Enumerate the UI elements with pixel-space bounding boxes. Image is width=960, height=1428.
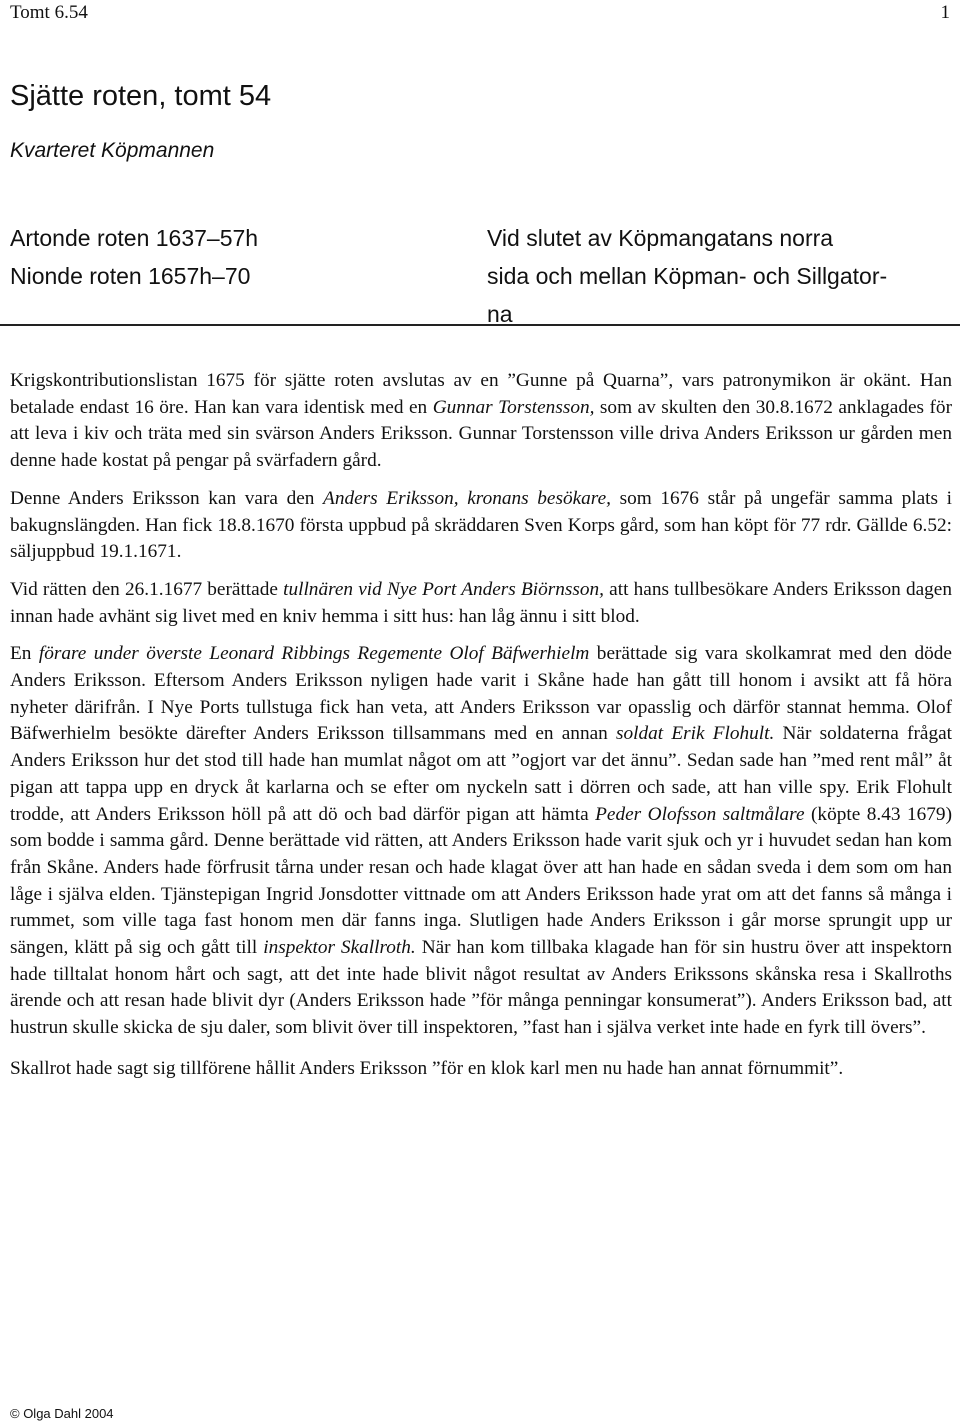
- text-run: Denne Anders Eriksson kan vara den: [10, 487, 324, 509]
- italic-name-run: Anders Eriksson, kronans besökare,: [323, 487, 611, 509]
- italic-name-run: inspektor Skallroth.: [263, 937, 416, 959]
- location-description: [487, 219, 957, 333]
- text-run: (köpte 8.43 1679) som bodde i samma gård. Denne berättade vid rätten, att Anders Eriksson hade varit sjuk och yr i huvudet sedan han kom från Skåne. Anders hade förfrusit tårna under resan och hade klagat över att han hade en sådan sveda i dem som om han låge i själva elden. Tjänstepigan Ingrid Jonsdotter vittnade om att Anders Eriksson hade yrat om att det fanns så många i rummet, som ville taga fast honom men där fanns inga. Slutligen hade Anders Eriksson i går morse sprungit upp ur sängen, klätt på sig och gått till: [10, 803, 952, 959]
- text-run: När han kom tillbaka klagade han för sin hustru över att inspektorn hade tilltalat honom hårt och sagt, att det inte hade blivit något resultat av Anders Erikssons skånska resa i Skallroths ärende och att resan hade blivit dyr (Anders Eriksson hade ”för många penningar konsumerat”). Anders Eriksson bad, att hustrun skulle skicka de sju daler, som blivit över till inspektoren, ”fast han i själva verket inte hade en fyrk till övers”.: [10, 937, 952, 1039]
- body-paragraph: [10, 641, 952, 1042]
- running-header: [10, 0, 950, 28]
- location-line: na: [487, 301, 513, 327]
- page-subtitle: Kvarteret Köpmannen: [10, 139, 215, 162]
- text-run: När soldaterna frågat Anders Eriksson hur det stod till hade han mumlat något om att ”ogjort var det ännu”. Sedan sade han ”med rent mål” åt pigan att tappa upp en dryck åt karlarna och se efter om nyckeln satt i dörren och sade, att han ville spy. Erik Flohult trodde, att Anders Eriksson höll på att dö och bad därför pigan att hämta: [10, 723, 952, 825]
- rote-line: Artonde roten 1637–57h: [10, 225, 259, 251]
- running-header-title: Tomt 6.54: [10, 2, 88, 23]
- rote-line: Nionde roten 1657h–70: [10, 263, 251, 289]
- text-run: Skallrot hade sagt sig tillförene hållit Anders Eriksson ”för en klok karl men nu hade han annat förnummit”.: [10, 1057, 844, 1079]
- body-paragraph: [10, 577, 952, 630]
- text-run: Vid rätten den 26.1.1677 berättade: [10, 578, 284, 600]
- page-number: 1: [940, 2, 950, 23]
- text-run: att hans tullbesökare Anders Eriksson dagen innan hade avhänt sig livet med en kniv hemma i sitt hus: han låg ännu i sitt blod.: [10, 578, 952, 627]
- italic-name-run: soldat Erik Flohult.: [615, 723, 775, 745]
- italic-name-run: Peder Olofsson saltmålare: [595, 803, 805, 825]
- body-text: [10, 368, 952, 1094]
- location-line: Vid slutet av Köpmangatans norra: [487, 225, 834, 251]
- location-line: sida och mellan Köpman- och Sillgator-: [487, 263, 888, 289]
- copyright-footer: © Olga Dahl 2004: [10, 1406, 114, 1421]
- page-title: Sjätte roten, tomt 54: [10, 80, 272, 112]
- text-run: En: [10, 643, 39, 665]
- rote-list: [10, 219, 470, 295]
- italic-name-run: Gunnar Torstensson,: [432, 396, 595, 418]
- text-run: som 1676 står på ungefär samma plats i bakugnslängden. Han fick 18.8.1670 första uppbud på skräddaren Sven Korps gård, som han köpt för 77 rdr. Gällde 6.52: säljuppbud 19.1.1671.: [10, 487, 952, 563]
- body-paragraph: [10, 486, 952, 566]
- text-run: Krigskontributionslistan 1675 för sjätte roten avslutas av en ”Gunne på Quarna”, vars patronymikon är okänt. Han betalade endast 16 öre. Han kan vara identisk med en: [10, 370, 952, 418]
- body-paragraph: [10, 368, 952, 475]
- italic-name-run: förare under överste Leonard Ribbings Regemente Olof Bäfwerhielm: [38, 643, 590, 665]
- header-divider: [0, 324, 960, 326]
- text-run: berättade sig vara skolkamrat med den döde Anders Eriksson. Eftersom Anders Eriksson nyligen hade varit i Skåne hade han gått till honom i avsikt att få höra nyheter därifrån. I Nye Ports tullstuga fick han veta, att Anders Eriksson var opasslig och därför stannat hemma. Olof Bäfwerhielm besökte därefter Anders Eriksson tillsammans med en annan: [10, 643, 952, 745]
- text-run: som av skulten den 30.8.1672 anklagades för att leva i kiv och träta med sin svärson Anders Eriksson. Gunnar Torstensson ville driva Anders Eriksson ur gården men denne hade kostat på pengar på svärfadern gård.: [10, 396, 952, 472]
- body-paragraph: [10, 1056, 952, 1083]
- italic-name-run: tullnären vid Nye Port Anders Biörnsson,: [283, 578, 605, 600]
